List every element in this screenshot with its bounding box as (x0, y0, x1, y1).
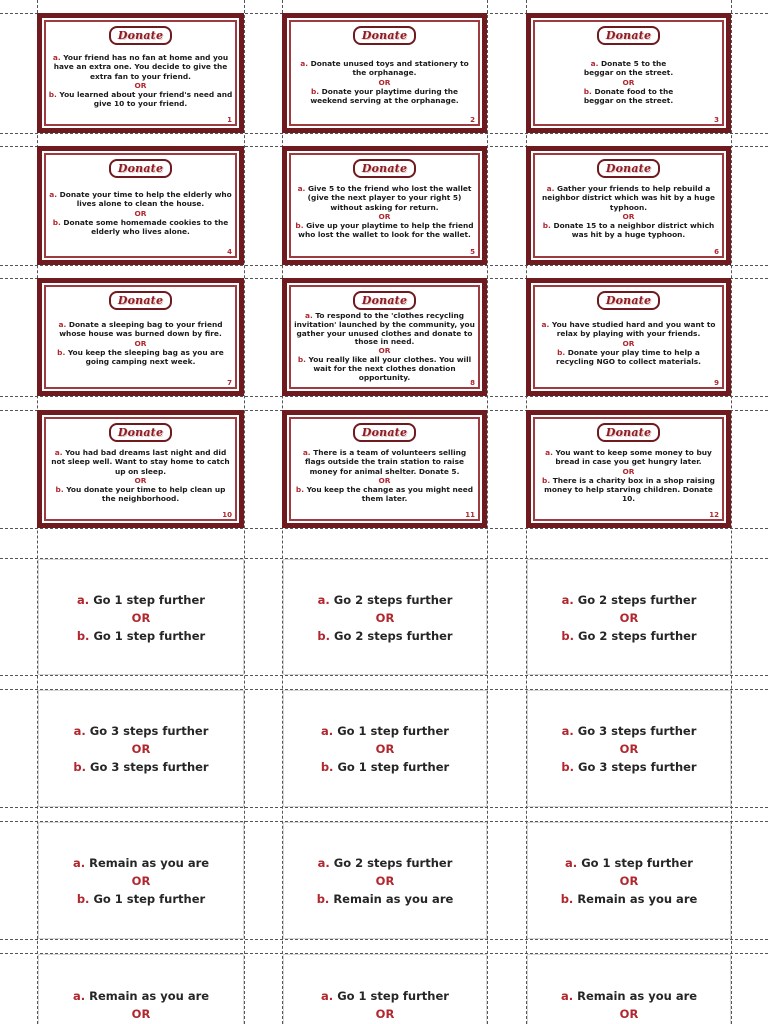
option-a-text: Your friend has no fan at home and you have an extra one. You decide to give the extra fan to your friend. (53, 53, 229, 81)
or-label: OR (378, 77, 391, 87)
card-options (293, 312, 476, 382)
option-b-marker: b. (52, 217, 61, 227)
option-b-marker: b. (561, 760, 574, 774)
or-label: OR (619, 874, 639, 888)
donate-card (282, 410, 487, 528)
or-label: OR (375, 611, 395, 625)
donate-logo: Donate (109, 26, 172, 45)
option-b-text: Go 1 step further (93, 629, 206, 643)
option-a-marker: a. (565, 856, 578, 870)
option-b-text: Go 3 steps further (90, 760, 209, 774)
card-number: 1 (227, 116, 232, 124)
option-a-marker: a. (541, 320, 550, 329)
option-a-text: Go 3 steps further (577, 724, 697, 738)
option-a-text: You want to keep some money to buy bread in case you get hungry later. (555, 448, 712, 467)
option-b-text: Go 3 steps further (578, 760, 697, 774)
option-a-marker: a. (317, 856, 330, 870)
or-label: OR (375, 1007, 395, 1021)
or-label: OR (131, 742, 151, 756)
option-a-marker: a. (77, 593, 90, 607)
cut-line-horizontal (0, 396, 768, 397)
option-b-text: There is a charity box in a shop raising money to help starving children. Donate 10. (544, 475, 715, 504)
option-b-marker: b. (317, 629, 330, 643)
option-b-marker: b. (583, 86, 592, 96)
card-number: 9 (714, 379, 719, 387)
option-a-text: Donate a sleeping bag to your friend whose house was burned down by fire. (59, 320, 223, 339)
option-a-text: To respond to the 'clothes recycling invitation' launched by the community, you gather your unused clothes and donate to those in need. (294, 311, 475, 347)
donate-card (526, 278, 731, 396)
option-b-marker: b. (48, 90, 57, 100)
option-a-text: Go 1 step further (581, 856, 693, 870)
option-b-marker: b. (297, 354, 306, 364)
option-a-marker: a. (58, 320, 67, 329)
donate-card (282, 278, 487, 396)
option-b-text: Give up your playtime to help the friend who lost the wallet to look for the wallet. (298, 221, 474, 240)
donate-logo: Donate (109, 159, 172, 178)
card-number: 3 (714, 116, 719, 124)
option-b-text: You keep the sleeping bag as you are going camping next week. (67, 347, 224, 367)
move-card (283, 954, 487, 1024)
option-b-marker: b. (76, 892, 90, 906)
donate-logo: Donate (109, 291, 172, 310)
card-options (48, 190, 233, 236)
or-label: OR (378, 346, 391, 356)
card-number: 4 (227, 248, 232, 256)
cut-line-horizontal (0, 528, 768, 529)
donate-card (526, 146, 731, 265)
or-label: OR (134, 208, 147, 218)
option-b-marker: b. (76, 629, 90, 643)
move-card (527, 690, 731, 807)
option-a-text: Remain as you are (577, 989, 698, 1003)
donate-card (37, 13, 244, 133)
card-number: 7 (227, 379, 232, 387)
or-label: OR (619, 742, 639, 756)
option-b-marker: b. (560, 892, 574, 906)
or-label: OR (131, 874, 151, 888)
option-b-text: You learned about your friend's need and give 10 to your friend. (59, 90, 233, 109)
cut-line-vertical (244, 0, 245, 1024)
option-a-marker: a. (590, 59, 599, 68)
option-b-text: Go 2 steps further (334, 629, 453, 643)
option-a-text: Go 2 steps further (333, 856, 453, 870)
option-b-marker: b. (57, 347, 66, 357)
option-a-marker: a. (546, 184, 555, 193)
card-options (48, 320, 233, 366)
donate-card (37, 410, 244, 528)
donate-logo: Donate (597, 423, 660, 442)
donate-card (526, 410, 731, 528)
cut-line-horizontal (0, 265, 768, 266)
option-b-text: Go 1 step further (93, 892, 206, 906)
option-b-text: You donate your time to help clean up the neighborhood. (66, 485, 226, 504)
option-a-text: You have studied hard and you want to relax by playing with your friends. (551, 320, 716, 339)
option-b-text: Donate 15 to a neighbor district which was hit by a huge typhoon. (553, 221, 715, 240)
card-options (537, 320, 720, 366)
move-card (283, 690, 487, 807)
donate-card (37, 278, 244, 396)
option-a-marker: a. (52, 53, 61, 62)
move-card (283, 822, 487, 939)
card-number: 2 (470, 116, 475, 124)
donate-logo: Donate (109, 423, 172, 442)
card-number: 8 (470, 379, 475, 387)
option-a-marker: a. (317, 593, 330, 607)
move-card (527, 559, 731, 675)
move-card (38, 690, 244, 807)
move-card (38, 822, 244, 939)
card-options (537, 184, 720, 240)
or-label: OR (134, 338, 147, 348)
card-options (48, 448, 233, 504)
option-b-text: Donate food to the beggar on the street. (583, 86, 674, 106)
option-b-text: You keep the change as you might need them later. (306, 485, 474, 504)
or-label: OR (622, 77, 635, 87)
option-a-marker: a. (297, 184, 306, 193)
cut-line-horizontal (0, 807, 768, 808)
option-a-text: Donate your time to help the elderly who lives alone to clean the house. (59, 190, 232, 209)
option-a-marker: a. (321, 989, 334, 1003)
move-card (527, 822, 731, 939)
or-label: OR (378, 475, 391, 485)
card-options (537, 448, 720, 504)
card-number: 6 (714, 248, 719, 256)
option-a-text: Go 1 step further (337, 989, 449, 1003)
option-a-text: Gather your friends to help rebuild a neighbor district which was hit by a huge typhoon. (542, 184, 715, 212)
option-b-marker: b. (316, 892, 330, 906)
option-a-text: Go 2 steps further (577, 593, 697, 607)
donate-card (282, 146, 487, 265)
option-b-marker: b. (310, 86, 320, 96)
option-b-text: Remain as you are (333, 892, 454, 906)
option-a-text: Go 1 step further (337, 724, 449, 738)
option-a-text: Go 2 steps further (333, 593, 453, 607)
option-a-marker: a. (72, 989, 86, 1003)
donate-logo: Donate (353, 26, 416, 45)
option-b-text: Donate some homemade cookies to the elderly who lives alone. (63, 217, 229, 237)
option-a-marker: a. (54, 448, 63, 457)
or-label: OR (131, 1007, 151, 1021)
or-label: OR (375, 874, 395, 888)
donate-logo: Donate (353, 291, 416, 310)
card-options (293, 448, 476, 504)
option-a-text: Remain as you are (89, 989, 210, 1003)
move-card (38, 559, 244, 675)
or-label: OR (622, 466, 635, 476)
option-a-text: Go 1 step further (93, 593, 205, 607)
option-b-text: Donate your play time to help a recycling NGO to collect materials. (556, 347, 701, 367)
or-label: OR (131, 611, 151, 625)
donate-card (282, 13, 487, 133)
option-a-text: Give 5 to the friend who lost the wallet (give the next player to your right 5) without asking for return. (307, 184, 472, 212)
move-card (527, 954, 731, 1024)
or-label: OR (622, 338, 635, 348)
cut-line-horizontal (0, 675, 768, 676)
cut-line-vertical (487, 0, 488, 1024)
card-number: 11 (465, 511, 475, 519)
donate-logo: Donate (597, 159, 660, 178)
move-card (283, 559, 487, 675)
or-label: OR (619, 1007, 639, 1021)
card-options (537, 59, 720, 105)
option-a-marker: a. (561, 593, 574, 607)
card-number: 5 (470, 248, 475, 256)
option-a-text: You had bad dreams last night and did not sleep well. Want to stay home to catch up on sleep. (51, 448, 230, 476)
donate-logo: Donate (353, 159, 416, 178)
move-card (38, 954, 244, 1024)
or-label: OR (375, 742, 395, 756)
option-b-marker: b. (542, 475, 551, 485)
option-a-marker: a. (300, 59, 309, 68)
option-a-text: There is a team of volunteers selling flags outside the train station to raise money for animal shelter. Donate 5. (305, 448, 467, 476)
cut-line-horizontal (0, 133, 768, 134)
or-label: OR (378, 211, 391, 221)
donate-logo: Donate (597, 291, 660, 310)
option-a-text: Donate unused toys and stationery to the orphanage. (310, 59, 469, 78)
option-a-marker: a. (560, 989, 574, 1003)
or-label: OR (619, 611, 639, 625)
donate-card (37, 146, 244, 265)
donate-card (526, 13, 731, 133)
option-a-text: Go 3 steps further (89, 724, 209, 738)
option-b-marker: b. (557, 347, 566, 357)
or-label: OR (134, 80, 147, 90)
donate-logo: Donate (353, 423, 416, 442)
option-a-marker: a. (302, 448, 311, 457)
cut-line-vertical (731, 0, 732, 1024)
card-number: 10 (222, 511, 232, 519)
option-b-text: Go 2 steps further (578, 629, 697, 643)
option-a-text: Remain as you are (89, 856, 210, 870)
option-a-text: Donate 5 to the beggar on the street. (583, 59, 674, 78)
cut-line-horizontal (0, 939, 768, 940)
option-a-marker: a. (545, 448, 553, 457)
option-b-marker: b. (55, 485, 64, 495)
card-number: 12 (709, 511, 719, 519)
or-label: OR (622, 211, 635, 221)
or-label: OR (134, 475, 147, 485)
option-b-marker: b. (561, 629, 574, 643)
donate-logo: Donate (597, 26, 660, 45)
card-options (293, 184, 476, 240)
option-a-marker: a. (72, 856, 86, 870)
option-b-marker: b. (542, 221, 551, 231)
option-a-marker: a. (561, 724, 574, 738)
option-a-marker: a. (49, 190, 58, 199)
option-b-marker: b. (295, 485, 305, 495)
option-a-marker: a. (73, 724, 86, 738)
option-b-text: Remain as you are (577, 892, 698, 906)
option-b-text: Go 1 step further (337, 760, 450, 774)
option-b-marker: b. (73, 760, 86, 774)
option-b-marker: b. (320, 760, 334, 774)
option-b-marker: b. (295, 221, 304, 231)
option-b-text: Donate your playtime during the weekend serving at the orphanage. (310, 86, 459, 106)
option-a-marker: a. (304, 311, 313, 320)
card-options (293, 59, 476, 105)
card-options (48, 53, 233, 109)
option-a-marker: a. (321, 724, 334, 738)
option-b-text: You really like all your clothes. You will wait for the next clothes donation opportunity. (308, 354, 472, 382)
